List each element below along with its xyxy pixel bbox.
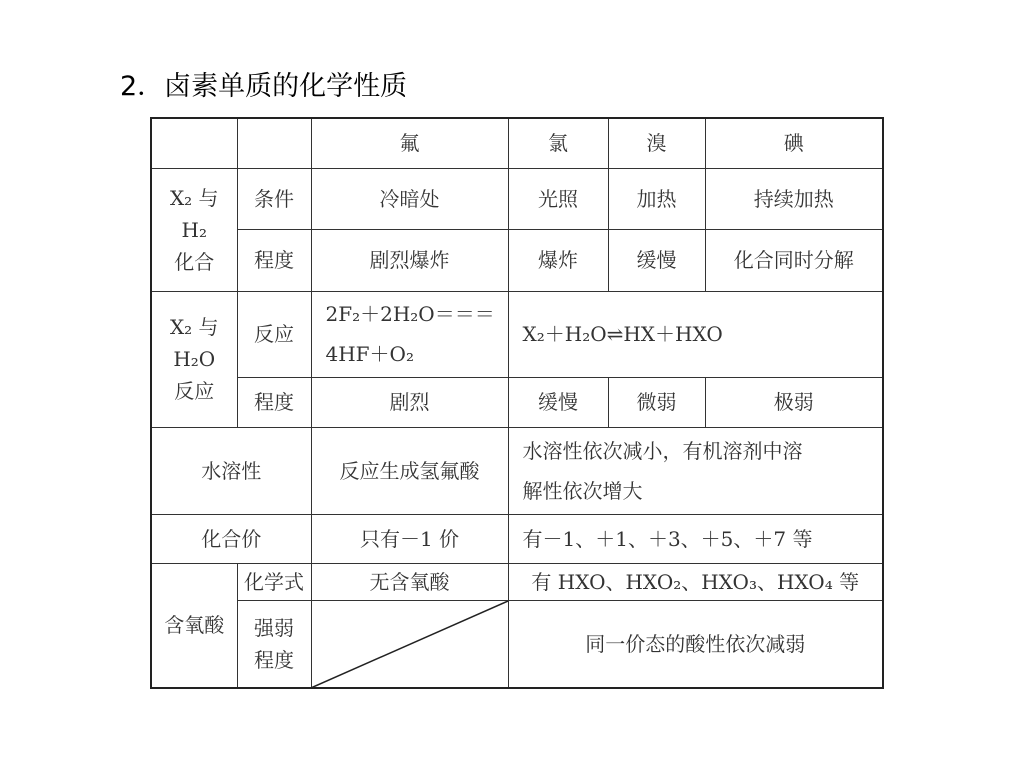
valence-label: 化合价 (151, 514, 311, 563)
h2o-degree-row (151, 377, 883, 427)
header-iodine: 碘 (705, 118, 883, 168)
h2o-reaction-other: X₂＋H₂O⇌HX＋HXO (508, 291, 883, 377)
header-row (151, 118, 883, 168)
h2o-reaction-label: 反应 (237, 291, 311, 377)
h2o-reaction-f: 2F₂＋2H₂O＝＝＝ 4HF＋O₂ (311, 291, 508, 377)
header-chlorine: 氯 (508, 118, 608, 168)
h2-condition-label: 条件 (237, 168, 311, 229)
header-bromine: 溴 (608, 118, 705, 168)
h2o-reaction-row (151, 291, 883, 377)
oxyacid-formula-f: 无含氧酸 (311, 563, 508, 600)
diagonal-line (312, 601, 508, 688)
h2-group-label: X₂ 与 H₂ 化合 (151, 168, 237, 291)
h2-condition-i: 持续加热 (705, 168, 883, 229)
page-title: 2．卤素单质的化学性质 (120, 71, 408, 102)
valence-row (151, 514, 883, 563)
header-blank-1 (151, 118, 237, 168)
h2o-degree-br: 微弱 (608, 377, 705, 427)
h2-condition-cl: 光照 (508, 168, 608, 229)
header-fluorine: 氟 (311, 118, 508, 168)
h2-condition-row (151, 168, 883, 229)
solubility-row (151, 427, 883, 514)
oxyacid-formula-row (151, 563, 883, 600)
h2o-group-label: X₂ 与 H₂O 反应 (151, 291, 237, 427)
h2o-degree-i: 极弱 (705, 377, 883, 427)
h2o-degree-label: 程度 (237, 377, 311, 427)
halogen-properties-table (150, 117, 884, 689)
h2o-degree-cl: 缓慢 (508, 377, 608, 427)
h2-degree-label: 程度 (237, 229, 311, 291)
h2-condition-br: 加热 (608, 168, 705, 229)
oxyacid-strength-other: 同一价态的酸性依次减弱 (508, 600, 883, 688)
oxyacid-formula-other: 有 HXO、HXO₂、HXO₃、HXO₄ 等 (508, 563, 883, 600)
valence-other: 有－1、＋1、＋3、＋5、＋7 等 (508, 514, 883, 563)
solubility-other: 水溶性依次减小，有机溶剂中溶 解性依次增大 (508, 427, 883, 514)
diagonal-slash-cell (311, 600, 508, 688)
h2-degree-row (151, 229, 883, 291)
oxyacid-formula-label: 化学式 (237, 563, 311, 600)
h2-degree-br: 缓慢 (608, 229, 705, 291)
solubility-f: 反应生成氢氟酸 (311, 427, 508, 514)
solubility-label: 水溶性 (151, 427, 311, 514)
oxyacid-strength-row (151, 600, 883, 688)
oxyacid-strength-label: 强弱 程度 (237, 600, 311, 688)
h2-degree-f: 剧烈爆炸 (311, 229, 508, 291)
h2o-degree-f: 剧烈 (311, 377, 508, 427)
oxyacid-label: 含氧酸 (151, 563, 237, 688)
h2-degree-i: 化合同时分解 (705, 229, 883, 291)
valence-f: 只有－1 价 (311, 514, 508, 563)
header-blank-2 (237, 118, 311, 168)
h2-degree-cl: 爆炸 (508, 229, 608, 291)
h2-condition-f: 冷暗处 (311, 168, 508, 229)
